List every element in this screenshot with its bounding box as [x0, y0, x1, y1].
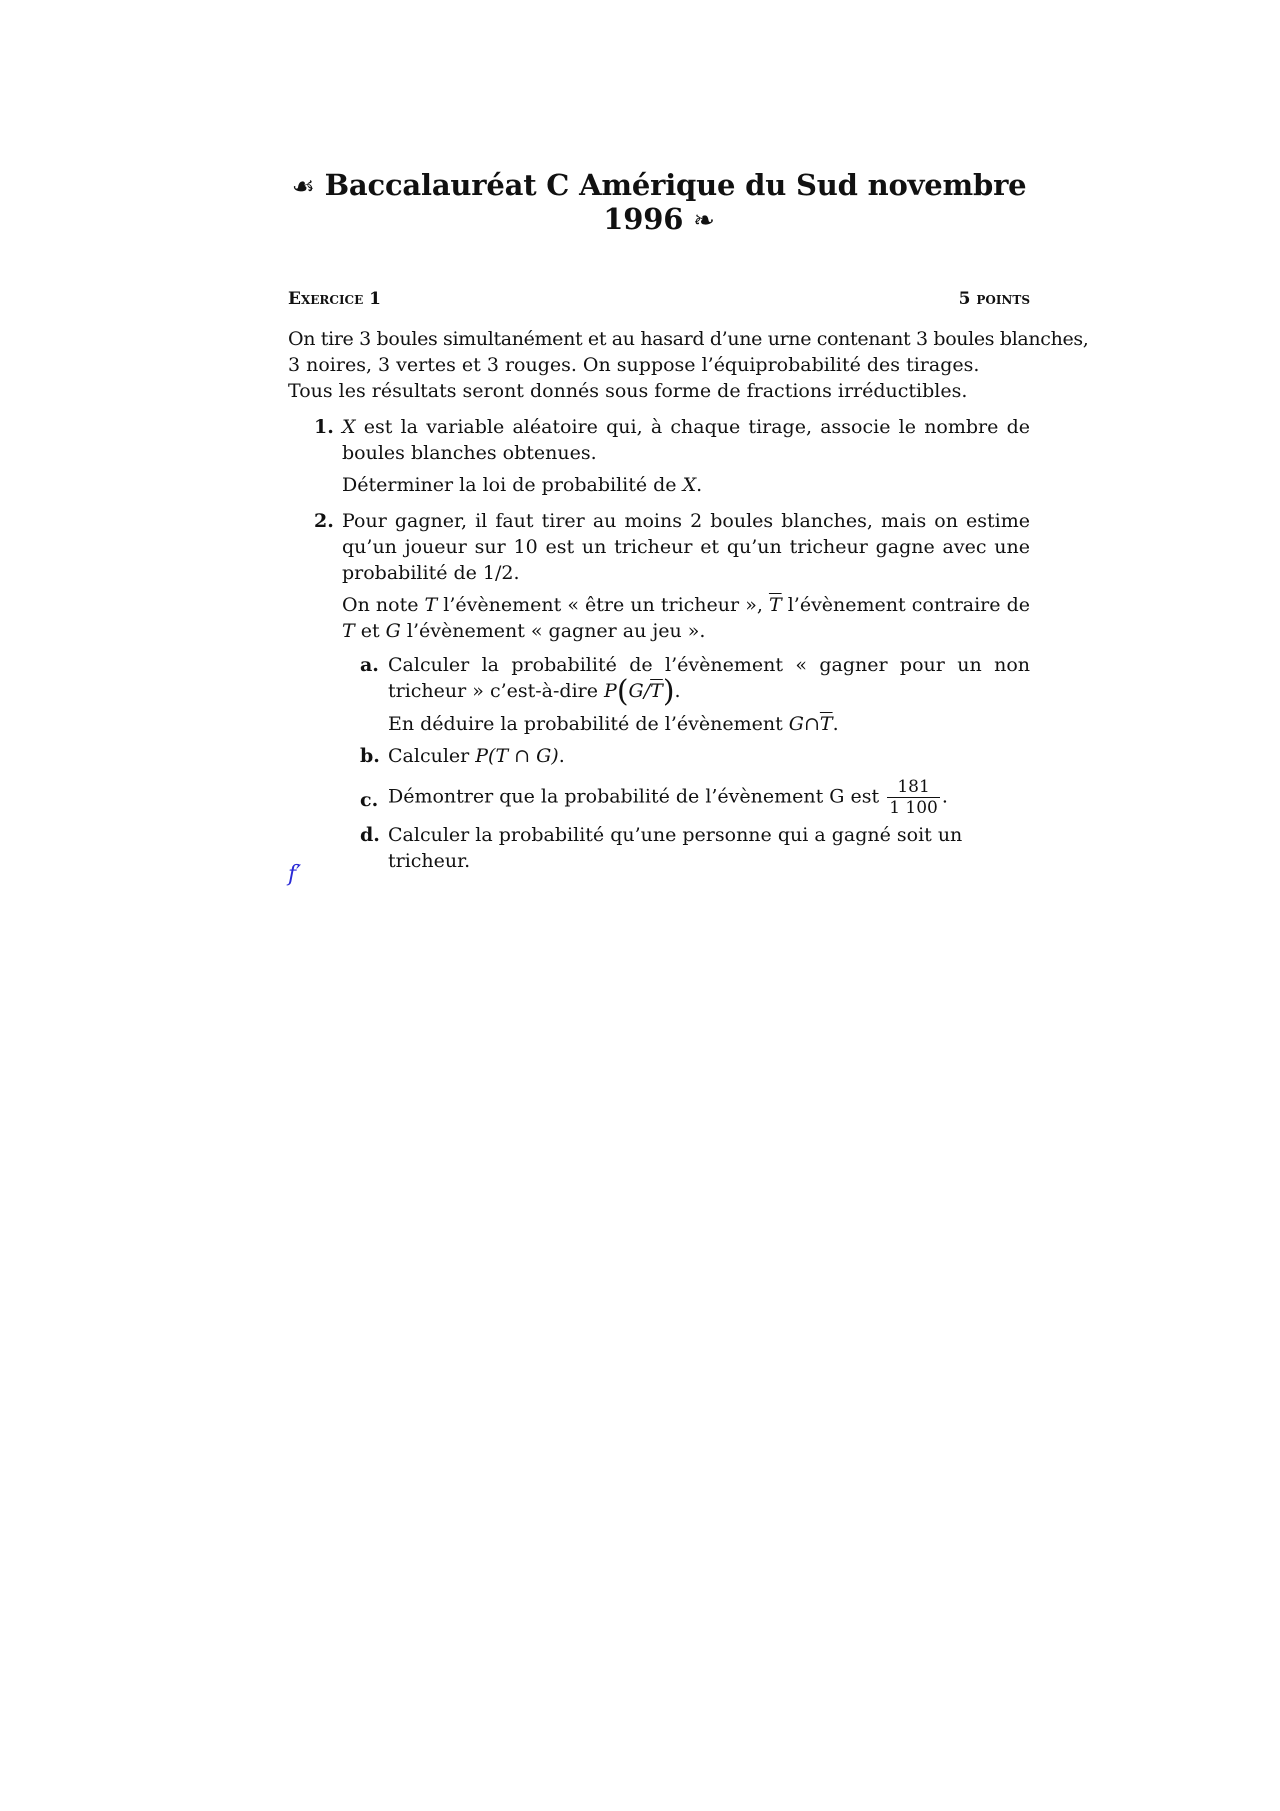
question-1-text — [342, 414, 1030, 466]
question-1 — [288, 414, 1030, 498]
question-2-notation — [342, 592, 1030, 644]
intro-line-3: Tous les résultats seront donnés sous forme de fractions irréductibles. — [288, 380, 968, 402]
exercise-points: 5 points — [958, 289, 1030, 309]
subquestion-b — [288, 743, 1030, 769]
subquestion-b-text — [388, 743, 1030, 769]
intro-line-1: On tire 3 boules simultanément et au hasard d’une urne contenant 3 boules blanches, — [288, 328, 1089, 350]
fraction — [887, 777, 940, 818]
punct: . — [941, 785, 948, 808]
exercise-label: Exercice 1 — [288, 289, 381, 309]
footer-mark: f′ — [288, 862, 302, 887]
var-g: G/ — [628, 680, 651, 702]
note-text: l’évènement contraire de — [781, 594, 1030, 616]
task-text: Déterminer la loi de probabilité de — [342, 474, 683, 496]
sub-text: Calculer — [388, 745, 476, 767]
subquestion-d — [288, 822, 1030, 874]
question-1-body: est la variable aléatoire qui, à chaque tirage, associe le nombre de boules blanches obtenues. — [342, 416, 1030, 464]
intro-paragraph — [288, 326, 1089, 404]
subquestion-letter: d. — [360, 824, 380, 846]
var-t: T — [342, 620, 355, 642]
note-text: On note — [342, 594, 425, 616]
var-x: X — [682, 474, 697, 496]
ornament-right-icon: ❧ — [693, 206, 715, 236]
punct: . — [832, 713, 839, 735]
subquestion-c — [288, 777, 1030, 818]
punct: . — [558, 745, 565, 767]
paren-open: ( — [616, 674, 629, 709]
subquestion-a-deduce — [388, 711, 1030, 737]
var-x: X — [342, 416, 356, 438]
var-g-cap: G∩ — [788, 713, 820, 735]
subquestion-letter: a. — [360, 654, 379, 676]
subquestion-letter: b. — [360, 745, 380, 767]
question-number: 2. — [314, 510, 334, 532]
expr-p-t-cap-g: P(T ∩ G) — [475, 745, 559, 767]
var-t-bar: $\overline{T}$ — [650, 680, 663, 702]
paren-close: ) — [662, 674, 675, 709]
punct: . — [696, 474, 703, 496]
ornament-left-icon: ☙ — [291, 172, 315, 202]
var-g: G — [385, 620, 401, 642]
question-1-task — [342, 472, 1030, 498]
note-text: et — [354, 620, 386, 642]
intro-line-2: 3 noires, 3 vertes et 3 rouges. On suppose l’équiprobabilité des tirages. — [288, 354, 980, 376]
sub-text: Calculer la probabilité de l’évènement « gagner pour un non tricheur » c’est-à-dire — [388, 654, 1030, 702]
subquestion-a — [288, 652, 1030, 737]
question-2-text: Pour gagner, il faut tirer au moins 2 boules blanches, mais on estime qu’un joueur sur 10 est un tricheur et qu’un tricheur gagne avec une probabilité de 1/2. — [342, 510, 1030, 584]
fraction-denominator: 1 100 — [889, 798, 938, 818]
punct: . — [674, 680, 681, 702]
subquestion-c-text — [388, 777, 1030, 818]
var-t: T — [424, 594, 438, 616]
var-p: P — [604, 680, 617, 702]
subquestion-letter: c. — [360, 789, 379, 811]
sub-text: En déduire la probabilité de l’évènement — [388, 713, 789, 735]
note-text: l’évènement « gagner au jeu ». — [400, 620, 706, 642]
question-number: 1. — [314, 416, 334, 438]
question-2 — [288, 508, 1030, 874]
sub-text: Démontrer que la probabilité de l’évènement G est — [388, 785, 886, 808]
fraction-numerator: 181 — [887, 777, 940, 798]
note-text: l’évènement « être un tricheur », — [437, 594, 769, 616]
var-t-bar: $\overline{T}$ — [768, 594, 782, 616]
subquestion-a-text — [388, 652, 1030, 709]
question-list — [288, 414, 1030, 874]
page-title — [288, 168, 1030, 236]
subquestion-d-text: Calculer la probabilité qu’une personne qui a gagné soit un tricheur. — [388, 824, 963, 872]
title-text: Baccalauréat C Amérique du Sud novembre 1996 — [324, 168, 1027, 236]
var-t-bar: $\overline{T}$ — [819, 713, 833, 735]
